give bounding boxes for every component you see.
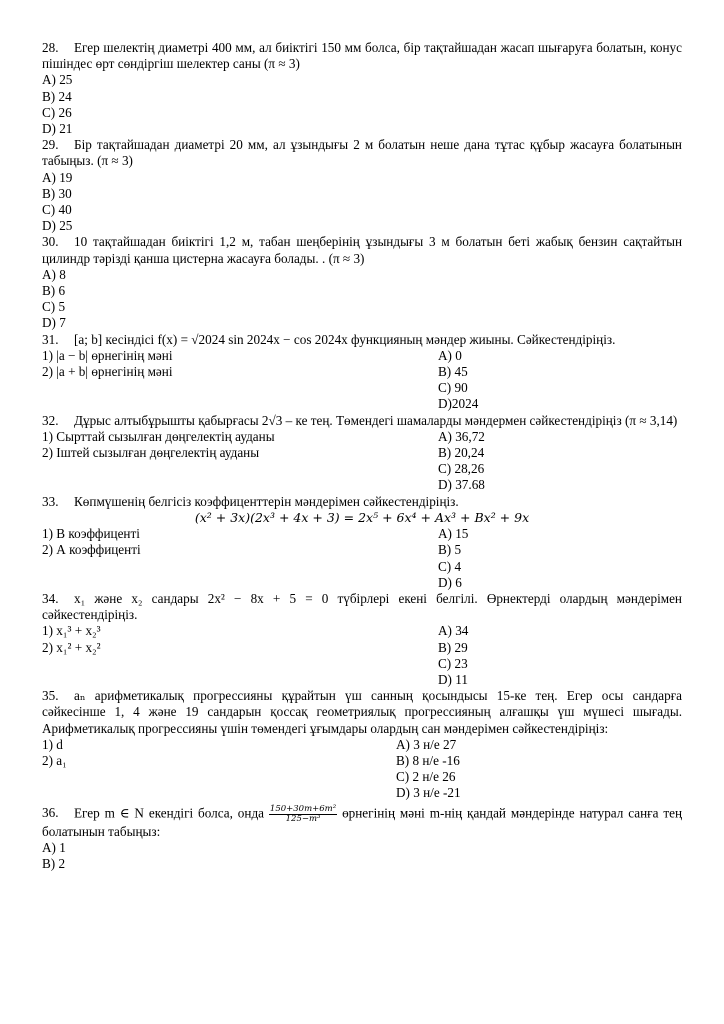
- match-left-item: 1) Сырттай сызылған дөңгелектің ауданы: [42, 428, 275, 444]
- match-left-item: 1) |a − b| өрнегінің мәні: [42, 347, 173, 363]
- question-36: [42, 805, 682, 873]
- question-number: 33.: [42, 493, 59, 509]
- match-right-item: A) 0: [438, 347, 462, 363]
- match-right-item: C) 23: [438, 655, 468, 671]
- answer-option: C) 5: [42, 299, 66, 315]
- answer-option: B) 6: [42, 283, 66, 299]
- question-text: Егер шелектің диаметрі 400 мм, ал биіктігі 150 мм болса, бір тақтайшадан жасап шығаруға болатын, конус пішіндес өрт сөндіргіш шелектер саны (π ≈ 3): [42, 40, 682, 72]
- match-left-item: 2) |a + b| өрнегінің мәні: [42, 364, 173, 380]
- question-34: [42, 591, 682, 688]
- match-right-item: A) 15: [438, 526, 469, 542]
- answer-option: B) 30: [42, 185, 72, 201]
- question-number: 29.: [42, 137, 59, 153]
- question-28: [42, 40, 682, 137]
- question-text-after: өрнегінің мәні m-нің қандай мәндерінде натурал санға тең болатынын табыңыз:: [42, 805, 682, 839]
- match-right-item: B) 8 н/е -16: [396, 752, 460, 768]
- polynomial-formula: (x² + 3x)(2x³ + 4x + 3) = 2x⁵ + 6x⁴ + Ax³ + Bx² + 9x: [194, 509, 530, 525]
- answer-option: B) 2: [42, 855, 66, 871]
- fraction-denominator: 125−m³: [285, 813, 321, 824]
- question-number: 36.: [42, 805, 59, 821]
- question-text: x₁ және x₂ сандары 2x² − 8x + 5 = 0 түбірлері екені белгілі. Өрнектерді олардың мәндерімен сәйкестендіріңіз.: [42, 590, 682, 623]
- match-right-item: B) 45: [438, 364, 468, 380]
- match-right-item: C) 90: [438, 380, 468, 396]
- question-30: [42, 234, 682, 331]
- question-35: [42, 688, 682, 801]
- match-left-item: 1) x₁³ + x₂³: [42, 623, 101, 639]
- answer-option: A) 1: [42, 839, 66, 855]
- match-left-item: 1) В коэффиценті: [42, 526, 140, 542]
- question-number: 32.: [42, 412, 59, 428]
- question-number: 35.: [42, 688, 59, 704]
- match-right-item: A) 36,72: [438, 428, 485, 444]
- match-right-item: D)2024: [438, 396, 479, 412]
- match-right-item: A) 34: [438, 623, 469, 639]
- match-right-item: D) 3 н/е -21: [396, 785, 461, 801]
- question-number: 34.: [42, 590, 59, 606]
- match-right-item: D) 37.68: [438, 477, 485, 493]
- match-right-item: D) 11: [438, 671, 468, 687]
- document-page: [42, 40, 682, 872]
- question-29: [42, 137, 682, 234]
- match-right-item: A) 3 н/е 27: [396, 736, 457, 752]
- match-left-item: 2) a₁: [42, 752, 67, 768]
- fraction-numerator: 150+30m+6m²: [269, 803, 337, 814]
- match-right-item: C) 2 н/е 26: [396, 769, 456, 785]
- match-right-item: B) 29: [438, 639, 468, 655]
- question-number: 31.: [42, 331, 59, 347]
- question-text: 10 тақтайшадан биіктігі 1,2 м, табан шеңберінің ұзындығы 3 м болатын беті жабық бензин сақтайтын цилиндр тәрізді қанша цистерна жасауға болады. . (π ≈ 3): [42, 234, 682, 266]
- match-right-item: C) 4: [438, 558, 462, 574]
- question-33: [42, 494, 682, 591]
- answer-option: A) 25: [42, 72, 73, 88]
- answer-option: A) 19: [42, 169, 73, 185]
- match-right-item: D) 6: [438, 574, 462, 590]
- answer-option: C) 40: [42, 202, 72, 218]
- answer-option: C) 26: [42, 104, 72, 120]
- match-left-item: 2) Іштей сызылған дөңгелектің ауданы: [42, 445, 260, 461]
- question-text: aₙ арифметикалық прогрессияны құрайтын үш санның қосындысы 15-ке тең. Егер осы сандарға сәйкесінше 1, 4 және 19 сандарын қоссақ геометриялық прогрессияның алғашқы үш мүшесі шығады. Арифметикалық прогрессияны үшін төмендегі ұғымдары олардың сан мәндерімен сәйкестендіріңіз:: [42, 688, 682, 736]
- question-number: 30.: [42, 234, 59, 250]
- question-text: [a; b] кесіндісі f(x) = √2024 sin 2024x − cos 2024x функцияның мәндер жиыны. Сәйкестендіріңіз.: [74, 331, 616, 347]
- answer-option: D) 7: [42, 315, 66, 331]
- match-right-item: B) 5: [438, 542, 462, 558]
- question-32: [42, 413, 682, 494]
- match-right-item: B) 20,24: [438, 445, 485, 461]
- question-number: 28.: [42, 40, 59, 55]
- match-left-item: 2) x₁² + x₂²: [42, 639, 101, 655]
- answer-option: D) 25: [42, 218, 73, 234]
- answer-option: A) 8: [42, 266, 66, 282]
- question-text: Көпмүшенің белгісіз коэффиценттерін мәндерімен сәйкестендіріңіз.: [74, 493, 459, 509]
- answer-option: B) 24: [42, 88, 72, 104]
- question-31: [42, 332, 682, 413]
- match-right-item: C) 28,26: [438, 461, 485, 477]
- question-text-before: Егер m ∈ N екендігі болса, онда: [74, 805, 265, 821]
- match-left-item: 2) А коэффиценті: [42, 542, 141, 558]
- answer-option: D) 21: [42, 121, 73, 137]
- match-left-item: 1) d: [42, 736, 63, 752]
- question-text: Дұрыс алтыбұрышты қабырғасы 2√3 – ке тең. Төмендегі шамаларды мәндермен сәйкестендіріңіз (π ≈ 3,14): [74, 412, 678, 428]
- fraction-expression: [269, 805, 337, 824]
- question-text: Бір тақтайшадан диаметрі 20 мм, ал ұзындығы 2 м болатын неше дана тұтас құбыр жасауға болатынын табыңыз. (π ≈ 3): [42, 137, 682, 169]
